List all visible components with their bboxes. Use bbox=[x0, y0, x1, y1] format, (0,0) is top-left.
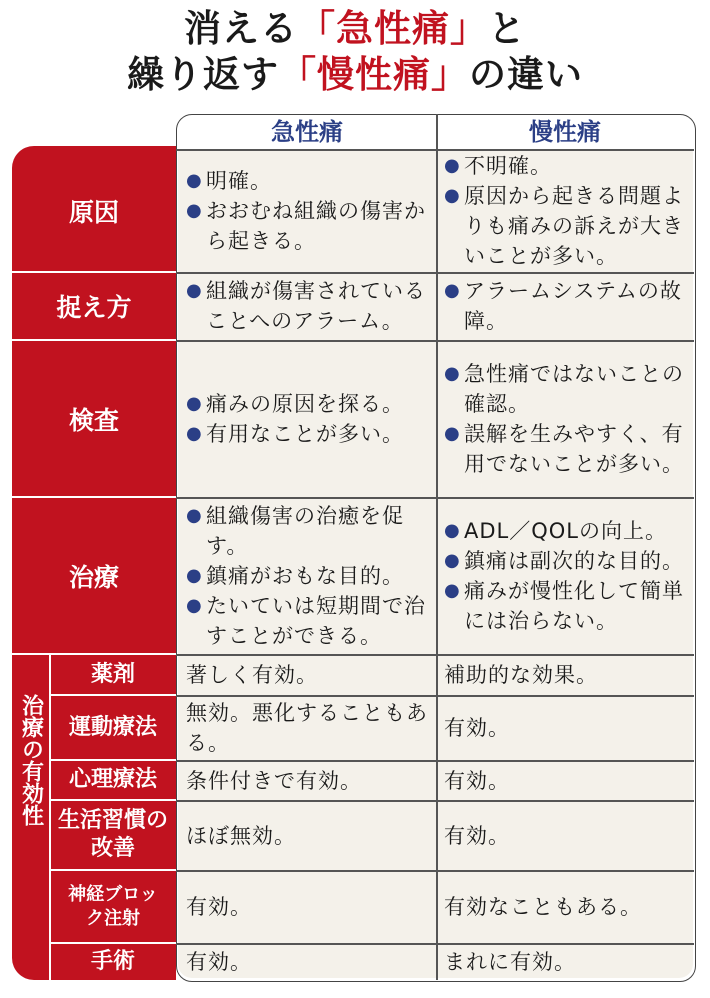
cell-text: アラームシステムの故障。 bbox=[464, 279, 682, 333]
bullet-icon: ● bbox=[444, 579, 461, 601]
cell-text: 原因から起きる問題よりも痛みの訴えが大きいことが多い。 bbox=[464, 184, 684, 268]
cell-text: 痛みが慢性化して簡単には治らない。 bbox=[464, 578, 684, 633]
bullet-icon: ● bbox=[444, 362, 461, 384]
list-item bbox=[186, 276, 432, 336]
sub-label-drugs: 薬剤 bbox=[90, 661, 135, 687]
sub-label-exercise: 運動療法 bbox=[68, 714, 157, 740]
cell-lifestyle-acute: ほぼ無効。 bbox=[186, 823, 296, 848]
cell-examination-acute bbox=[186, 342, 432, 495]
cell-text: 痛みの原因を探る。 bbox=[206, 391, 404, 416]
sub-label-psychotherapy: 心理療法 bbox=[68, 767, 157, 792]
cell-text: 鎮痛がおもな目的。 bbox=[206, 563, 404, 588]
sub-label-lifestyle: 生活習慣の改善 bbox=[57, 808, 168, 861]
title-1-pre: 消える bbox=[184, 7, 298, 50]
group-label-text: 治療の有効性 bbox=[18, 694, 44, 826]
cell-drugs-acute: 著しく有効。 bbox=[186, 663, 318, 687]
title-2-highlight: 「慢性痛」 bbox=[279, 53, 469, 96]
cell-text: ADL／QOLの向上。 bbox=[464, 518, 667, 543]
cell-text: 誤解を生みやすく、有用でないことが多い。 bbox=[464, 421, 684, 476]
list-item bbox=[444, 516, 688, 546]
sub-label-surgery: 手術 bbox=[90, 949, 135, 974]
cell-cause-chronic bbox=[444, 152, 688, 270]
title-2-pre: 繰り返す bbox=[127, 53, 279, 96]
cell-treatment-chronic bbox=[444, 499, 688, 652]
bullet-icon: ● bbox=[186, 504, 203, 526]
cell-nerve-block-acute: 有効。 bbox=[186, 895, 252, 919]
bullet-icon: ● bbox=[444, 549, 461, 571]
row-label-treatment: 治療 bbox=[68, 562, 119, 592]
bullet-icon: ● bbox=[444, 280, 461, 301]
cell-exercise-acute: 無効。悪化することもある。 bbox=[186, 701, 428, 755]
bullet-icon: ● bbox=[186, 392, 203, 414]
bullet-icon: ● bbox=[186, 200, 203, 221]
cell-drugs-chronic: 補助的な効果。 bbox=[444, 663, 598, 687]
title-1-post: と bbox=[488, 7, 526, 50]
list-item bbox=[444, 419, 688, 479]
column-divider bbox=[436, 114, 438, 980]
list-item bbox=[186, 166, 432, 196]
cell-text: 組織が傷害されていることへのアラーム。 bbox=[206, 279, 426, 333]
cell-perception-chronic bbox=[444, 274, 688, 338]
cell-text: 有用なことが多い。 bbox=[206, 421, 404, 446]
bullet-icon: ● bbox=[444, 155, 461, 176]
list-item bbox=[444, 151, 688, 181]
list-item bbox=[186, 196, 432, 256]
cell-perception-acute bbox=[186, 274, 432, 338]
bullet-icon: ● bbox=[444, 519, 461, 541]
title-1-highlight: 「急性痛」 bbox=[298, 7, 488, 50]
group-label-effectiveness bbox=[12, 660, 50, 860]
bullet-icon: ● bbox=[444, 185, 461, 206]
list-item bbox=[444, 181, 688, 271]
cell-text: おおむね組織の傷害から起きる。 bbox=[206, 199, 426, 253]
list-item bbox=[186, 501, 432, 561]
title-line-1 bbox=[0, 6, 710, 52]
list-item bbox=[444, 546, 688, 576]
bullet-icon: ● bbox=[186, 170, 203, 191]
cell-nerve-block-chronic: 有効なこともある。 bbox=[444, 895, 642, 919]
bullet-icon: ● bbox=[186, 422, 203, 444]
list-item bbox=[186, 561, 432, 591]
title-2-post: の違い bbox=[469, 53, 583, 96]
cell-surgery-chronic: まれに有効。 bbox=[444, 950, 576, 974]
sub-label-nerve-block: 神経ブロック注射 bbox=[68, 883, 158, 929]
cell-lifestyle-chronic: 有効。 bbox=[444, 823, 510, 848]
list-item bbox=[444, 359, 688, 419]
bullet-icon: ● bbox=[186, 594, 203, 616]
cell-treatment-acute bbox=[186, 499, 432, 652]
row-label-perception: 捉え方 bbox=[56, 293, 132, 322]
cell-text: 組織傷害の治癒を促す。 bbox=[206, 503, 404, 558]
title-line-2 bbox=[0, 52, 710, 98]
cell-psychotherapy-chronic: 有効。 bbox=[444, 768, 510, 793]
list-item bbox=[186, 591, 432, 651]
cell-surgery-acute: 有効。 bbox=[186, 950, 252, 974]
row-label-cause: 原因 bbox=[68, 197, 119, 227]
bullet-icon: ● bbox=[186, 564, 203, 586]
row-label-examination: 検査 bbox=[68, 405, 119, 435]
cell-examination-chronic bbox=[444, 342, 688, 495]
bullet-icon: ● bbox=[444, 422, 461, 444]
list-item bbox=[186, 419, 432, 449]
cell-text: たいていは短期間で治すことができる。 bbox=[206, 593, 426, 648]
bullet-icon: ● bbox=[186, 280, 203, 301]
cell-cause-acute bbox=[186, 152, 432, 270]
cell-text: 急性痛ではないことの確認。 bbox=[464, 361, 684, 416]
cell-text: 明確。 bbox=[206, 169, 272, 193]
list-item bbox=[444, 576, 688, 636]
list-item bbox=[186, 389, 432, 419]
cell-text: 鎮痛は副次的な目的。 bbox=[464, 548, 684, 573]
cell-psychotherapy-acute: 条件付きで有効。 bbox=[186, 768, 362, 793]
list-item bbox=[444, 276, 688, 336]
cell-exercise-chronic: 有効。 bbox=[444, 716, 510, 740]
column-header-acute: 急性痛 bbox=[271, 118, 343, 146]
cell-text: 不明確。 bbox=[464, 154, 552, 178]
column-header-chronic: 慢性痛 bbox=[529, 118, 601, 146]
